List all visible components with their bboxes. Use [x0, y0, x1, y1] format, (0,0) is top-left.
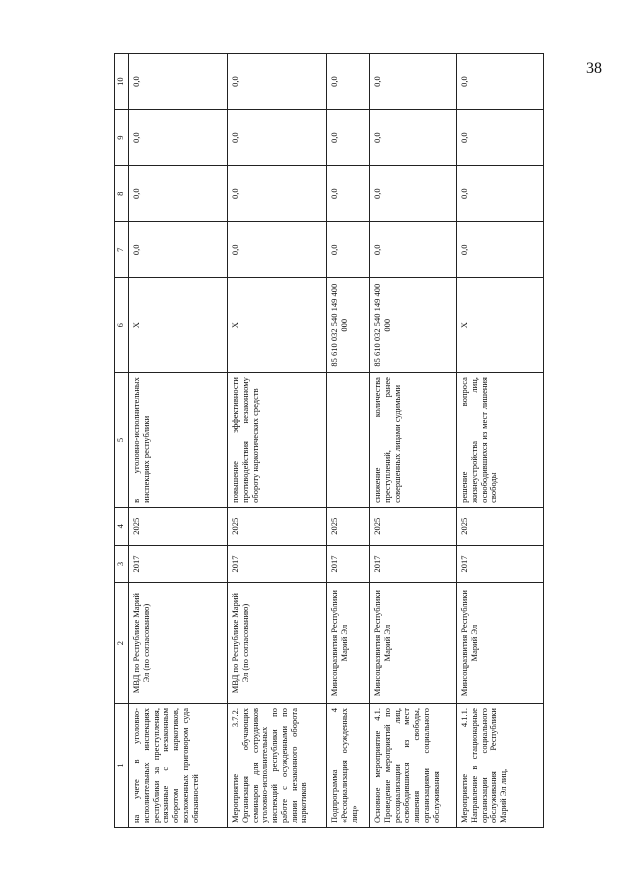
measure-name-cell: на учете в уголовно-исполнительных инспекциях республики за преступления, связанные с незаконным оборотом наркотиков, возложенных приговором суда обязанностей — [129, 704, 228, 828]
executor-cell: МВД по Республике Марий Эл (по согласованию) — [129, 583, 228, 704]
value-cell-9: 0,0 — [457, 110, 544, 166]
executor-cell: Минсоцразвития Республики Марий Эл — [327, 583, 370, 704]
rotated-table-container — [114, 53, 634, 828]
col-header-5: 5 — [115, 373, 129, 508]
end-year-cell: 2025 — [228, 507, 327, 545]
col-header-2: 2 — [115, 583, 129, 704]
value-cell-9: 0,0 — [228, 110, 327, 166]
col-header-4: 4 — [115, 507, 129, 545]
measure-name-cell: Подпрограмма 4 «Ресоциализация осужденных лиц» — [327, 704, 370, 828]
start-year-cell: 2017 — [370, 545, 457, 583]
result-cell: в уголовно-исполнительных инспекциях республики — [129, 373, 228, 508]
end-year-cell: 2025 — [129, 507, 228, 545]
table-row — [129, 54, 228, 828]
col-header-1: 1 — [115, 704, 129, 828]
end-year-cell: 2025 — [327, 507, 370, 545]
value-cell-10: 0,0 — [370, 54, 457, 110]
value-cell-10: 0,0 — [457, 54, 544, 110]
value-cell-10: 0,0 — [228, 54, 327, 110]
budget-code-cell: X — [129, 278, 228, 373]
value-cell-8: 0,0 — [457, 166, 544, 222]
result-cell — [327, 373, 370, 508]
table-row — [228, 54, 327, 828]
col-header-6: 6 — [115, 278, 129, 373]
col-header-7: 7 — [115, 222, 129, 278]
budget-code-cell: X — [457, 278, 544, 373]
end-year-cell: 2025 — [457, 507, 544, 545]
value-cell-10: 0,0 — [327, 54, 370, 110]
executor-cell: Минсоцразвития Республики Марий Эл — [457, 583, 544, 704]
result-cell: повышение эффективности противодействия незаконному обороту наркотических средств — [228, 373, 327, 508]
start-year-cell: 2017 — [129, 545, 228, 583]
value-cell-7: 0,0 — [129, 222, 228, 278]
measure-name-cell: Мероприятие 4.1.1. Направление в стационарные организации социального обслуживания Республики Марий Эл лиц, — [457, 704, 544, 828]
col-header-8: 8 — [115, 166, 129, 222]
measure-name-cell: Мероприятие 3.7.2. Организация обучающих семинаров для сотрудников уголовно-исполнительных инспекций республики по работе с осужденными по линии незаконного оборота наркотиков — [228, 704, 327, 828]
col-header-9: 9 — [115, 110, 129, 166]
value-cell-8: 0,0 — [370, 166, 457, 222]
value-cell-8: 0,0 — [327, 166, 370, 222]
value-cell-9: 0,0 — [129, 110, 228, 166]
header-row — [115, 54, 129, 828]
value-cell-8: 0,0 — [129, 166, 228, 222]
value-cell-10: 0,0 — [129, 54, 228, 110]
page-number: 38 — [586, 60, 602, 77]
result-cell: решение вопроса жизнеустройства лиц, освободившихся из мест лишения свободы — [457, 373, 544, 508]
value-cell-7: 0,0 — [370, 222, 457, 278]
program-measures-table — [114, 53, 544, 828]
result-cell: снижение количества преступлений, ранее совершенных лицами судимыми — [370, 373, 457, 508]
start-year-cell: 2017 — [457, 545, 544, 583]
measure-name-cell: Основное мероприятие 4.1. Проведение мероприятий по ресоциализации лиц, освободившихся из мест лишения свободы, организациями социального обслуживания — [370, 704, 457, 828]
value-cell-9: 0,0 — [327, 110, 370, 166]
end-year-cell: 2025 — [370, 507, 457, 545]
start-year-cell: 2017 — [228, 545, 327, 583]
table-row — [457, 54, 544, 828]
start-year-cell: 2017 — [327, 545, 370, 583]
value-cell-9: 0,0 — [370, 110, 457, 166]
col-header-10: 10 — [115, 54, 129, 110]
budget-code-cell: X — [228, 278, 327, 373]
executor-cell: МВД по Республике Марий Эл (по согласованию) — [228, 583, 327, 704]
table-row — [327, 54, 370, 828]
budget-code-cell: 85 610 032 540 149 400 000 — [327, 278, 370, 373]
value-cell-7: 0,0 — [327, 222, 370, 278]
col-header-3: 3 — [115, 545, 129, 583]
executor-cell: Минсоцразвития Республики Марий Эл — [370, 583, 457, 704]
budget-code-cell: 85 610 032 540 149 400 000 — [370, 278, 457, 373]
value-cell-7: 0,0 — [457, 222, 544, 278]
value-cell-7: 0,0 — [228, 222, 327, 278]
value-cell-8: 0,0 — [228, 166, 327, 222]
table-row — [370, 54, 457, 828]
